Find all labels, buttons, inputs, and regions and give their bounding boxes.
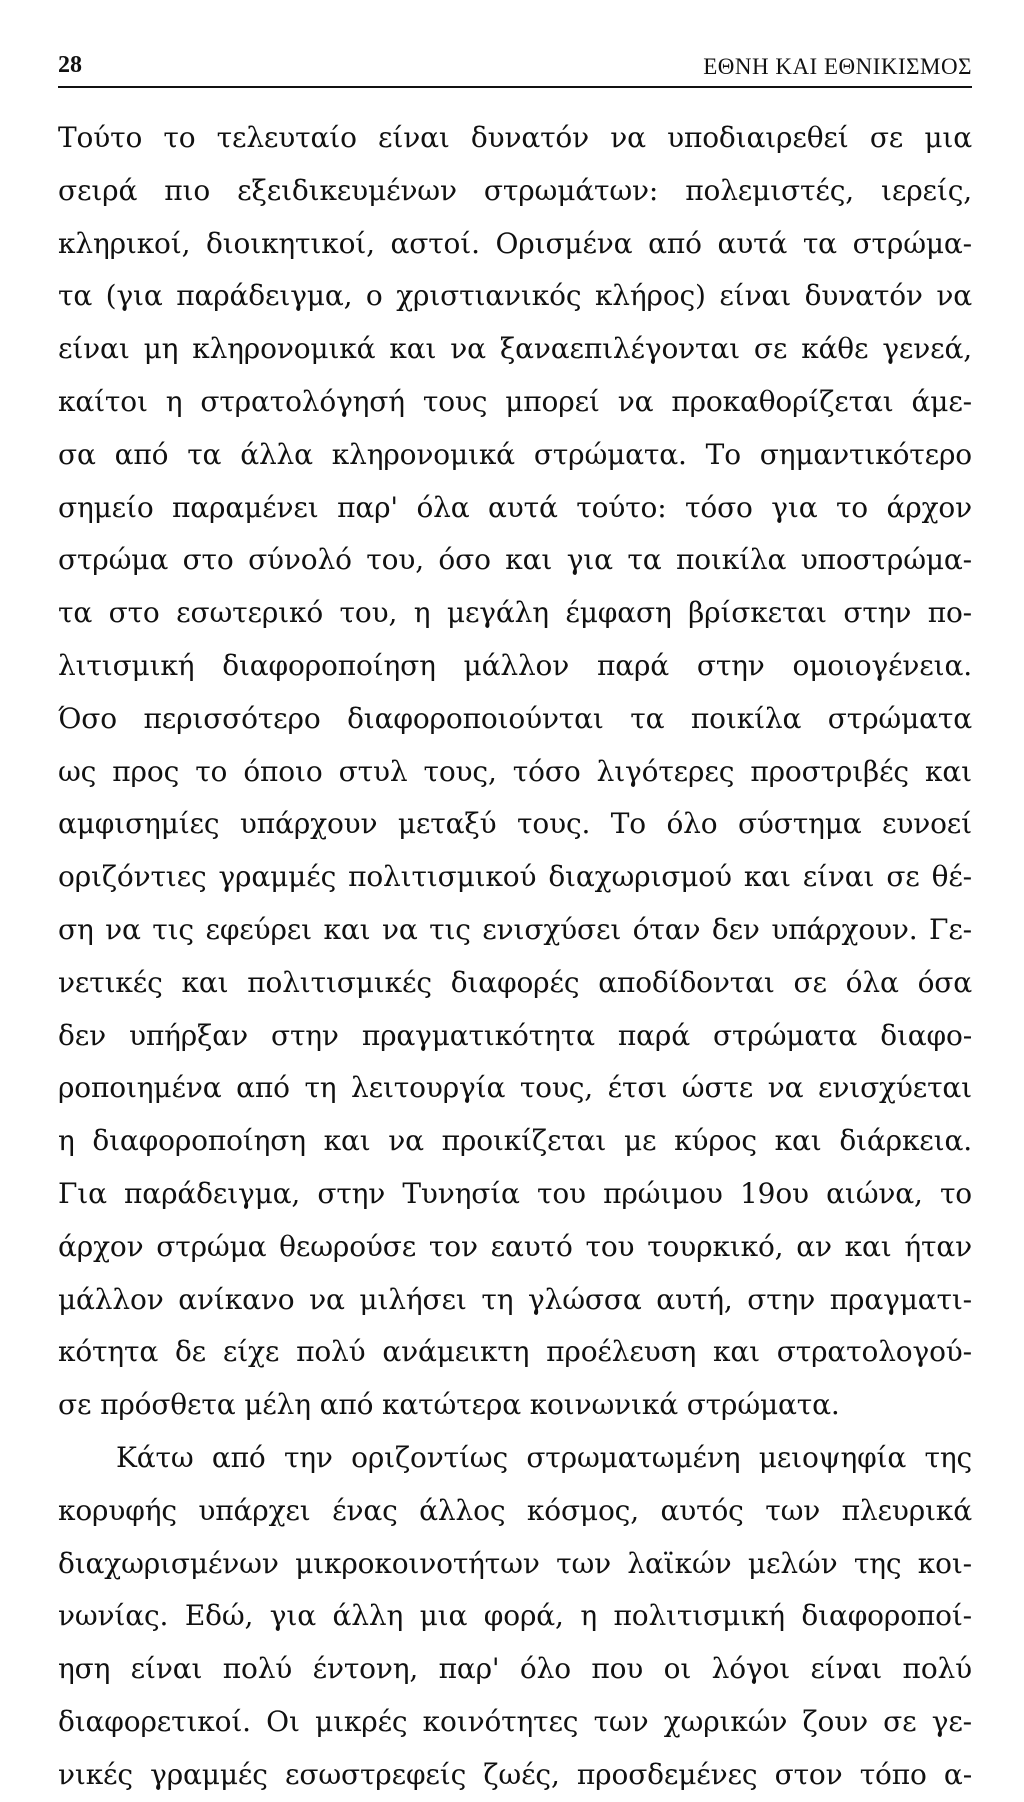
text-line: Για παράδειγμα, στην Τυνησία του πρώιμου 19ου αιώνα, το: [58, 1176, 972, 1210]
text-line: ηση είναι πολύ έντονη, παρ' όλο που οι λόγοι είναι πολύ: [58, 1652, 972, 1686]
page-number: 28: [58, 52, 82, 78]
text-line: είναι μη κληρονομικά και να ξαναεπιλέγονται σε κάθε γενεά,: [58, 332, 972, 366]
text-line: νωνίας. Εδώ, για άλλη μια φορά, η πολιτισμική διαφοροποί-: [58, 1599, 972, 1633]
text-line: ση να τις εφεύρει και να τις ενισχύσει όταν δεν υπάρχουν. Γε-: [58, 912, 972, 946]
text-line: κληρικοί, διοικητικοί, αστοί. Ορισμένα από αυτά τα στρώμα-: [58, 226, 972, 260]
text-line: δεν υπήρξαν στην πραγματικότητα παρά στρώματα διαφο-: [58, 1018, 972, 1052]
text-line: οριζόντιες γραμμές πολιτισμικού διαχωρισμού και είναι σε θέ-: [58, 860, 972, 894]
text-line: τα στο εσωτερικό του, η μεγάλη έμφαση βρίσκεται στην πο-: [58, 596, 972, 630]
text-line: Τούτο το τελευταίο είναι δυνατόν να υποδιαιρεθεί σε μια: [58, 121, 972, 154]
text-line: ροποιημένα από τη λειτουργία τους, έτσι ώστε να ενισχύεται: [58, 1071, 972, 1105]
text-line: διαφορετικοί. Οι μικρές κοινότητες των χωρικών ζουν σε γε-: [58, 1704, 972, 1738]
text-line: λιτισμική διαφοροποίηση μάλλον παρά στην ομοιογένεια.: [58, 648, 972, 682]
text-line: Κάτω από την οριζοντίως στρωματωμένη μειοψηφία της: [116, 1440, 972, 1474]
text-line: στρώμα στο σύνολό του, όσο και για τα ποικίλα υποστρώμα-: [58, 543, 972, 577]
text-line: κορυφής υπάρχει ένας άλλος κόσμος, αυτός των πλευρικά: [58, 1493, 972, 1527]
body-text: [58, 112, 972, 1802]
text-line: νετικές και πολιτισμικές διαφορές αποδίδονται σε όλα όσα: [58, 965, 972, 999]
text-line: σα από τα άλλα κληρονομικά στρώματα. Το σημαντικότερο: [58, 437, 972, 471]
text-line: σε πρόσθετα μέλη από κατώτερα κοινωνικά στρώματα.: [58, 1388, 840, 1422]
text-line: σημείο παραμένει παρ' όλα αυτά τούτο: τόσο για το άρχον: [58, 490, 972, 524]
text-line: ως προς το όποιο στυλ τους, τόσο λιγότερες προστριβές και: [58, 754, 972, 788]
text-line: νικές γραμμές εσωστρεφείς ζωές, προσδεμένες στον τόπο α-: [58, 1757, 972, 1791]
running-head: [58, 46, 972, 88]
chapter-title: ΕΘΝΗ ΚΑΙ ΕΘΝΙΚΙΣΜΟΣ: [703, 54, 972, 79]
text-line: Όσο περισσότερο διαφοροποιούνται τα ποικίλα στρώματα: [58, 701, 972, 735]
text-line: σειρά πιο εξειδικευμένων στρωμάτων: πολεμιστές, ιερείς,: [58, 173, 972, 207]
paragraph-1: [58, 112, 972, 1432]
text-line: άρχον στρώμα θεωρούσε τον εαυτό του τουρκικό, αν και ήταν: [58, 1229, 972, 1263]
text-line: η διαφοροποίηση και να προικίζεται με κύρος και διάρκεια.: [58, 1124, 972, 1158]
text-line: καίτοι η στρατολόγησή τους μπορεί να προκαθορίζεται άμε-: [58, 384, 972, 418]
text-line: τα (για παράδειγμα, ο χριστιανικός κλήρος) είναι δυνατόν να: [58, 279, 972, 313]
paragraph-2: [58, 1432, 972, 1802]
text-line: μάλλον ανίκανο να μιλήσει τη γλώσσα αυτή, στην πραγματι-: [58, 1282, 972, 1316]
text-line: διαχωρισμένων μικροκοινοτήτων των λαϊκών μελών της κοι-: [58, 1546, 972, 1580]
text-line: αμφισημίες υπάρχουν μεταξύ τους. Το όλο σύστημα ευνοεί: [58, 807, 972, 841]
text-line: κότητα δε είχε πολύ ανάμεικτη προέλευση και στρατολογού-: [58, 1335, 972, 1369]
